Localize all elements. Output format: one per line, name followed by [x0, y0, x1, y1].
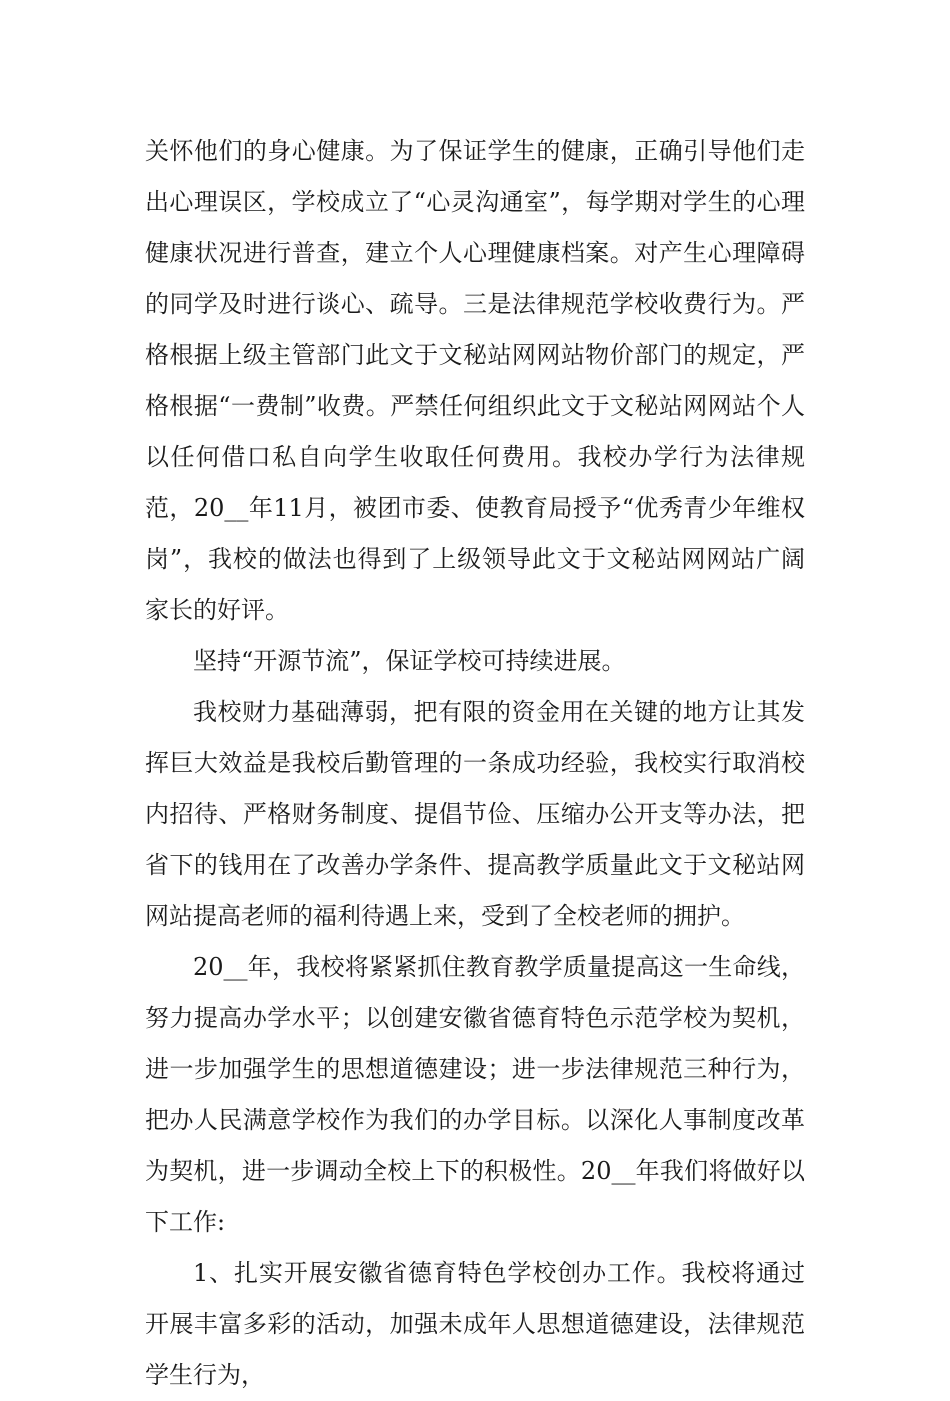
paragraph-4: 20__年，我校将紧紧抓住教育教学质量提高这一生命线，努力提高办学水平；以创建安徽省德育特色示范学校为契机，进一步加强学生的思想道德建设；进一步法律规范三种行为，把办人民满意学校作为我们的办学目标。以深化人事制度改革为契机，进一步调动全校上下的积极性。20__年我们将做好以下工作: [145, 953, 805, 1236]
document-body [145, 126, 805, 1401]
paragraph-5: 1、扎实开展安徽省德育特色学校创办工作。我校将通过开展丰富多彩的活动，加强未成年人思想道德建设，法律规范学生行为， [145, 1259, 805, 1389]
paragraph-1: 关怀他们的身心健康。为了保证学生的健康，正确引导他们走出心理误区，学校成立了“心灵沟通室”，每学期对学生的心理健康状况进行普查，建立个人心理健康档案。对产生心理障碍的同学及时进行谈心、疏导。三是法律规范学校收费行为。严格根据上级主管部门此文于文秘站网网站物价部门的规定，严格根据“一费制”收费。严禁任何组织此文于文秘站网网站个人以任何借口私自向学生收取任何费用。我校办学行为法律规范，20__年11月，被团市委、使教育局授予“优秀青少年维权岗”，我校的做法也得到了上级领导此文于文秘站网网站广阔家长的好评。 [145, 137, 805, 624]
paragraph-3: 我校财力基础薄弱，把有限的资金用在关键的地方让其发挥巨大效益是我校后勤管理的一条成功经验，我校实行取消校内招待、严格财务制度、提倡节俭、压缩办公开支等办法，把省下的钱用在了改善办学条件、提高教学质量此文于文秘站网网站提高老师的福利待遇上来，受到了全校老师的拥护。 [145, 698, 805, 930]
paragraph-2: 坚持“开源节流”，保证学校可持续进展。 [193, 647, 626, 675]
